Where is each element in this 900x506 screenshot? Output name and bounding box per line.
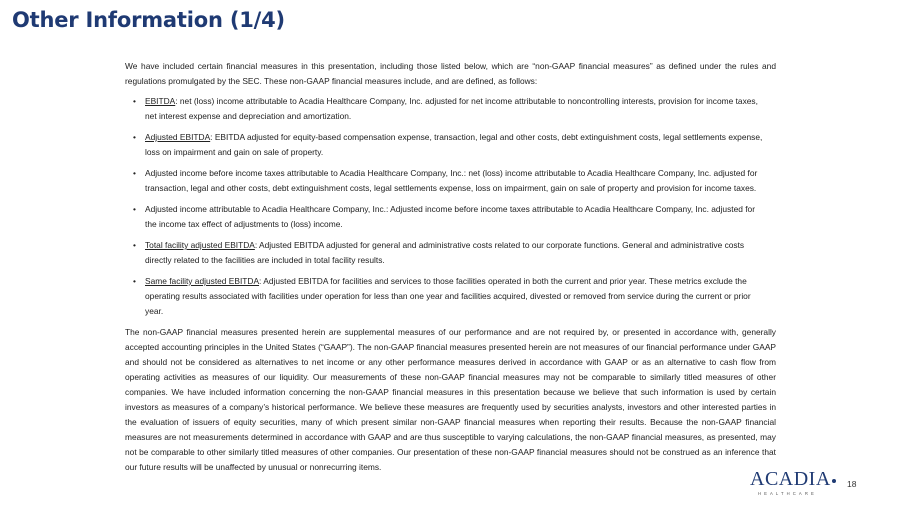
bullet-icon: • bbox=[133, 204, 136, 214]
bullet-icon: • bbox=[133, 96, 136, 106]
definition-item-adjusted-ebitda bbox=[133, 130, 764, 160]
definition-term: Total facility adjusted EBITDA bbox=[145, 240, 255, 250]
logo-dot-icon bbox=[832, 479, 836, 483]
page-title: Other Information (1/4) bbox=[12, 8, 285, 32]
body-content bbox=[125, 59, 776, 475]
definition-item-adjusted-income-before-taxes bbox=[133, 166, 764, 196]
definition-text: : EBITDA adjusted for equity-based compensation expense, transaction, legal and other costs, debt extinguishment costs, legal settlements expense, loss on impairment and gain on sale of property. bbox=[145, 132, 763, 157]
definition-item-adjusted-income bbox=[133, 202, 764, 232]
definition-term: Same facility adjusted EBITDA bbox=[145, 276, 260, 286]
definition-term: Adjusted EBITDA bbox=[145, 132, 211, 142]
closing-paragraph: The non-GAAP financial measures presented herein are supplemental measures of our performance and are not required by, or presented in accordance with, generally accepted accounting principles in the United States (“GAAP”). The non-GAAP financial measures presented herein are not measures of our financial performance under GAAP and should not be considered as alternatives to net income or any other performance measures derived in accordance with GAAP or as an alternative to cash flow from operating activities as measures of our liquidity. Our measurements of these non-GAAP financial measures may not be comparable to similarly titled measures of other companies. We have included information concerning the non-GAAP financial measures in this presentation because we believe that such information is used by certain investors as measures of a company’s historical performance. We believe these measures are frequently used by securities analysts, investors and other interested parties in the evaluation of issuers of equity securities, many of which present similar non-GAAP financial measures when reporting their results. Because the non-GAAP financial measures are not measurements determined in accordance with GAAP and are thus susceptible to varying calculations, the non-GAAP financial measures, as presented, may not be comparable to other similarly titled measures of other companies. Our presentation of these non-GAAP financial measures should not be construed as an inference that our future results will be unaffected by unusual or nonrecurring items. bbox=[125, 327, 776, 472]
bullet-icon: • bbox=[133, 168, 136, 178]
definition-item-ebitda bbox=[133, 94, 764, 124]
logo-subtitle: HEALTHCARE bbox=[758, 491, 817, 496]
definition-term: EBITDA bbox=[145, 96, 176, 106]
page-number: 18 bbox=[847, 479, 857, 489]
bullet-icon: • bbox=[133, 240, 136, 250]
definition-text: : Adjusted EBITDA for facilities and services to those facilities operated in both the current and prior year. These metrics exclude the operating results associated with facilities under operation for less than one year and facilities acquired, divested or removed from service during the current or prior year. bbox=[145, 276, 751, 316]
definition-text: Adjusted income before income taxes attributable to Acadia Healthcare Company, Inc.: net (loss) income attributable to Acadia Healthcare Company, Inc. adjusted for transaction, legal and other costs, debt extinguishment costs, legal settlements expense, loss on impairment, gain on sale of property and provision for income taxes. bbox=[145, 168, 758, 193]
definition-text: : net (loss) income attributable to Acadia Healthcare Company, Inc. adjusted for net income attributable to noncontrolling interests, provision for income taxes, net interest expense and depreciation and amortization. bbox=[145, 96, 758, 121]
definition-item-same-facility-adjusted-ebitda bbox=[133, 274, 764, 319]
acadia-logo bbox=[750, 469, 840, 497]
definition-item-total-facility-adjusted-ebitda bbox=[133, 238, 764, 268]
bullet-icon: • bbox=[133, 276, 136, 286]
intro-paragraph: We have included certain financial measures in this presentation, including those listed below, which are “non-GAAP financial measures” as defined under the rules and regulations promulgated by the SEC. These non-GAAP financial measures include, and are defined, as follows: bbox=[125, 61, 776, 86]
bullet-icon: • bbox=[133, 132, 136, 142]
definition-list bbox=[125, 94, 776, 319]
definition-text: Adjusted income attributable to Acadia Healthcare Company, Inc.: Adjusted income before income taxes attributable to Acadia Healthcare Company, Inc. adjusted for the income tax effect of adjustments to (loss) income. bbox=[145, 204, 756, 229]
definition-text: : Adjusted EBITDA adjusted for general and administrative costs related to our corporate functions. General and administrative costs directly related to the facilities are included in total facility results. bbox=[145, 240, 745, 265]
logo-wordmark: ACADIA bbox=[750, 468, 831, 490]
